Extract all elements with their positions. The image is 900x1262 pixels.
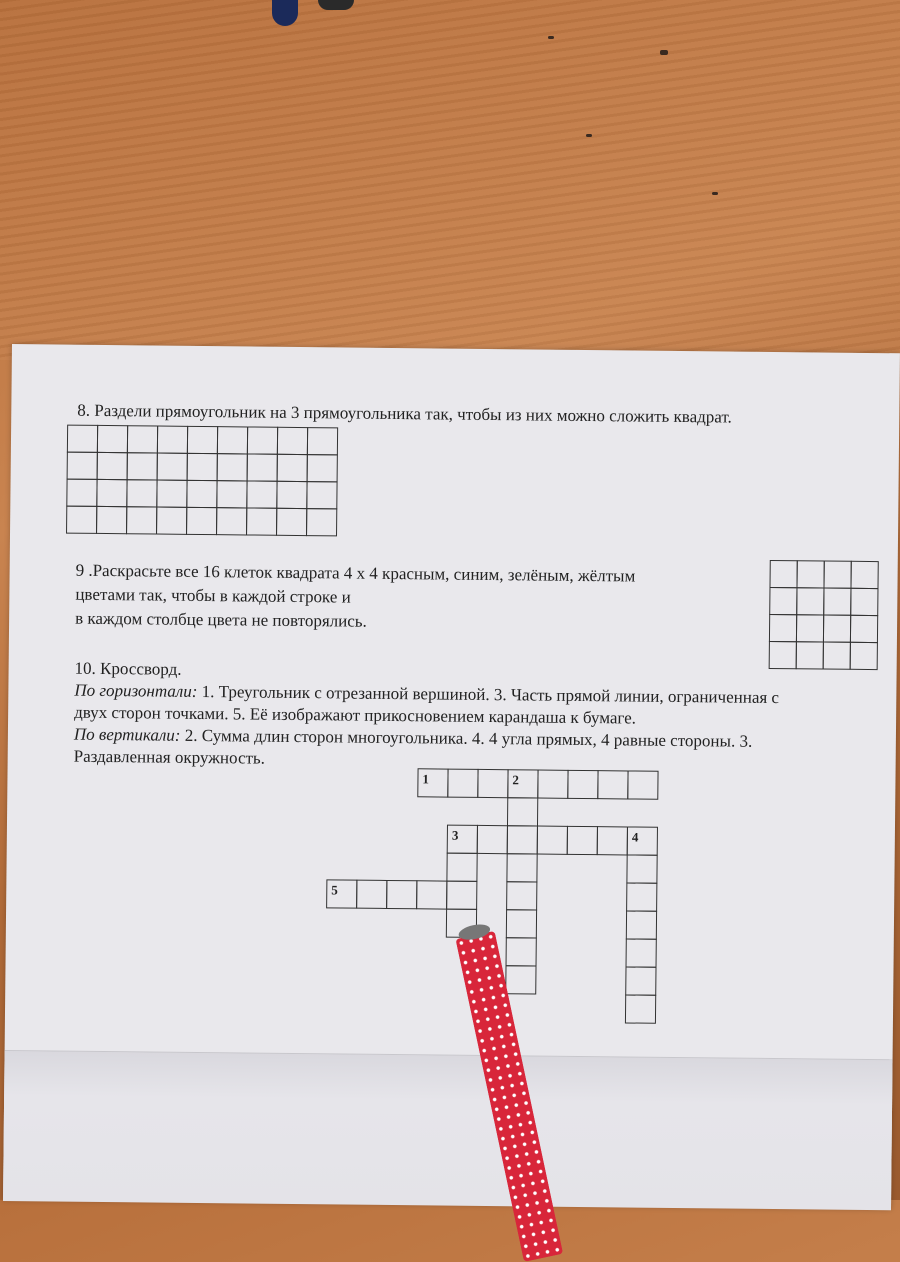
crossword-cell[interactable]: [506, 853, 537, 882]
crossword-cell[interactable]: [626, 854, 657, 883]
pen-cap-dark: [318, 0, 354, 10]
crossword-cell[interactable]: [627, 770, 658, 799]
crossword-cell[interactable]: [356, 880, 387, 909]
down-label: По вертикали:: [73, 724, 181, 745]
crossword-clue-number[interactable]: 4: [627, 826, 658, 855]
crossword-cell[interactable]: [597, 826, 628, 855]
crossword-cell[interactable]: [567, 770, 598, 799]
crossword-cell[interactable]: [626, 938, 657, 967]
across-label: По горизонтали:: [74, 680, 198, 701]
crossword-grid[interactable]: [5, 344, 900, 1053]
crossword-cell[interactable]: [597, 770, 628, 799]
crossword-cell[interactable]: [505, 965, 536, 994]
across-text: 1. Треугольник с отрезанной вершиной. 3. Часть прямой линии, ограниченная с: [197, 681, 780, 708]
task9-line1: 9 .Раскрасьте все 16 клеток квадрата 4 х 4 красным, синим, зелёным, жёлтым: [75, 560, 636, 586]
task9-line3: в каждом столбце цвета не повторялись.: [75, 608, 367, 631]
crossword-cell[interactable]: [626, 910, 657, 939]
crossword-clue-number[interactable]: 2: [507, 769, 538, 798]
crossword-cell[interactable]: [506, 881, 537, 910]
crossword-cell[interactable]: [507, 825, 538, 854]
crossword-cell[interactable]: [506, 937, 537, 966]
crossword-cell[interactable]: [446, 853, 477, 882]
crossword-cell[interactable]: [477, 769, 508, 798]
crossword-cell[interactable]: [446, 881, 477, 910]
crossword-cell[interactable]: [386, 880, 417, 909]
down-text: 2. Сумма длин сторон многоугольника. 4. 4 угла прямых, 4 равные стороны. 3.: [180, 725, 753, 751]
crossword-cell[interactable]: [537, 770, 568, 799]
crossword-cell[interactable]: [506, 909, 537, 938]
table-speck: [660, 50, 668, 55]
worksheet-paper: [3, 344, 900, 1209]
crossword-clue-number[interactable]: 1: [417, 768, 448, 797]
wooden-table: [0, 0, 900, 360]
table-speck: [712, 192, 718, 195]
crossword-cell[interactable]: [626, 882, 657, 911]
crossword-cell[interactable]: [416, 880, 447, 909]
task8-text: 8. Раздели прямоугольник на 3 прямоугольника так, чтобы из них можно сложить квадрат.: [77, 400, 732, 427]
task9-line2: цветами так, чтобы в каждой строке и: [75, 584, 351, 607]
crossword-cell[interactable]: [537, 826, 568, 855]
paper-fold: [3, 1050, 893, 1210]
crossword-clue-number[interactable]: 5: [326, 879, 357, 908]
task10-down-line2: Раздавленная окружность.: [73, 746, 266, 768]
pen-cap: [272, 0, 298, 26]
crossword-cell[interactable]: [625, 966, 656, 995]
crossword-cell[interactable]: [567, 826, 598, 855]
crossword-cell[interactable]: [477, 825, 508, 854]
table-speck: [586, 134, 592, 137]
task10-across-line2: двух сторон точками. 5. Её изображают прикосновением карандаша к бумаге.: [74, 702, 637, 728]
crossword-clue-number[interactable]: 3: [447, 825, 478, 854]
crossword-cell[interactable]: [507, 797, 538, 826]
crossword-cell[interactable]: [625, 994, 656, 1023]
crossword-cell[interactable]: [447, 769, 478, 798]
task10-title: 10. Кроссворд.: [74, 658, 182, 679]
table-speck: [548, 36, 554, 39]
